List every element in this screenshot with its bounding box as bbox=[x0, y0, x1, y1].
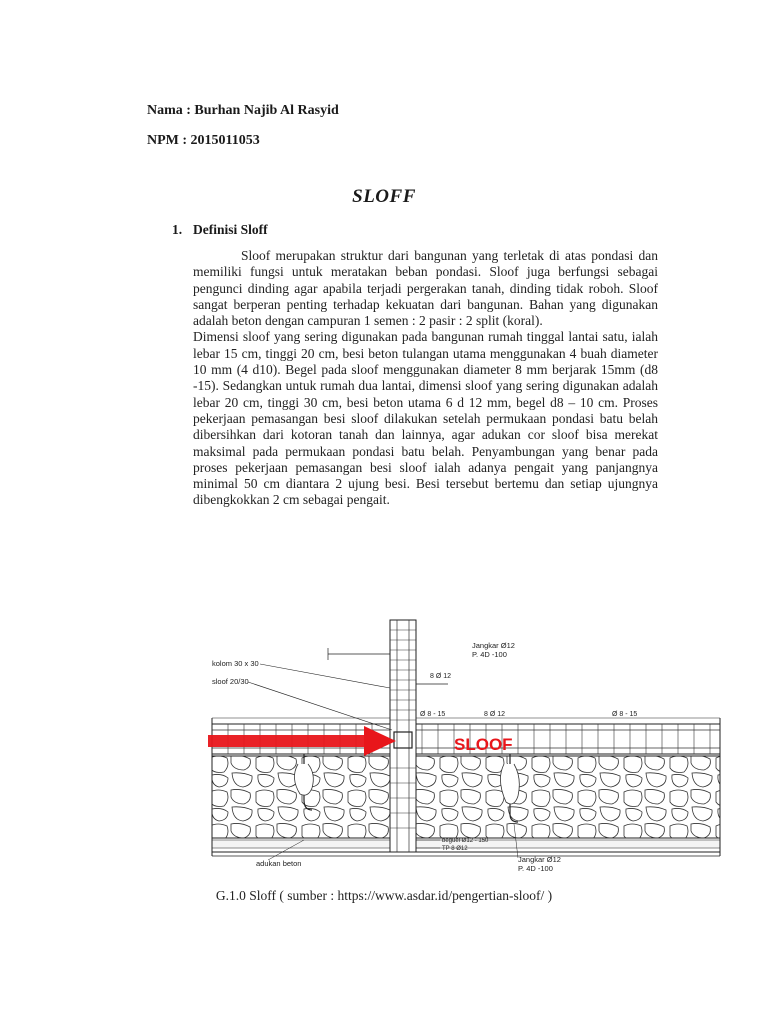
foundation-stones bbox=[212, 756, 720, 838]
label-adukan: adukan beton bbox=[256, 859, 302, 868]
paragraph-definition: Sloof merupakan struktur dari bangunan yang terletak di atas pondasi dan memiliki fungsi untuk meratakan beban pondasi. Sloof juga berfungsi sebagai pengunci dinding agar apabila terjadi pergerakan tanah, dinding tidak roboh. Sloof sangat berperan penting terhadap kekuatan dari bangunan. Bahan yang digunakan adalah beton dengan campuran 1 semen : 2 pasir : 2 split (koral). bbox=[193, 248, 658, 329]
figure-caption: G.1.0 Sloff ( sumber : https://www.asdar.id/pengertian-sloof/ ) bbox=[215, 888, 553, 903]
label-jangkar-bottom-spacing: P. 4D -100 bbox=[518, 864, 553, 873]
label-8-15-left: Ø 8 - 15 bbox=[420, 711, 446, 718]
label-8-12-mid: 8 Ø 12 bbox=[484, 711, 506, 718]
label-8-12-top: 8 Ø 12 bbox=[430, 673, 452, 680]
label-sloof: sloof 20/30 bbox=[212, 677, 249, 686]
student-npm: NPM : 2015011053 bbox=[147, 133, 260, 148]
label-8-15-right: Ø 8 - 15 bbox=[612, 711, 638, 718]
label-sloof-arrow: SLOOF bbox=[454, 735, 513, 754]
section-title: Definisi Sloff bbox=[193, 222, 268, 237]
label-kolom: kolom 30 x 30 bbox=[212, 659, 259, 668]
document-title: SLOFF bbox=[352, 186, 416, 207]
student-name: Nama : Burhan Najib Al Rasyid bbox=[147, 103, 339, 118]
paragraph-dimension: Dimensi sloof yang sering digunakan pada bangunan rumah tinggal lantai satu, ialah lebar 15 cm, tinggi 20 cm, besi beton tulangan utama menggunakan 4 buah diameter 10 mm (4 d10). Begel pada sloof menggunakan diameter 8 mm berjarak 15mm (d8 -15). Sedangkan untuk rumah dua lantai, dimensi sloof yang sering digunakan adalah lebar 20 cm, tinggi 30 cm, besi beton utama 6 d 12 mm, begel d8 – 10 cm. Proses pekerjaan pemasangan besi sloof dilakukan setelah permukaan pondasi batu belah dibersihkan dari kotoran tanah dan lainnya, agar adukan cor sloof bisa merekat maksimal pada permukaan pondasi batu belah. Penyambungan yang benar pada proses pekerjaan pemasangan besi sloof ialah adanya pengait yang panjangnya minimal 50 cm diantara 2 ujung besi. Besi tersebut bertemu dan setiap ujungnya dibengkokkan 2 cm sebagai pengait. bbox=[193, 329, 658, 508]
section-body bbox=[193, 248, 658, 509]
label-begel: beguel Ø12 - 150 bbox=[442, 838, 489, 844]
label-tp: TP 8 Ø12 bbox=[442, 846, 468, 852]
label-jangkar-top: Jangkar Ø12 bbox=[472, 641, 515, 650]
label-jangkar-bottom: Jangkar Ø12 bbox=[518, 855, 561, 864]
label-jangkar-top-spacing: P. 4D -100 bbox=[472, 650, 507, 659]
section-number: 1. bbox=[172, 222, 183, 237]
sloof-diagram bbox=[208, 618, 724, 876]
